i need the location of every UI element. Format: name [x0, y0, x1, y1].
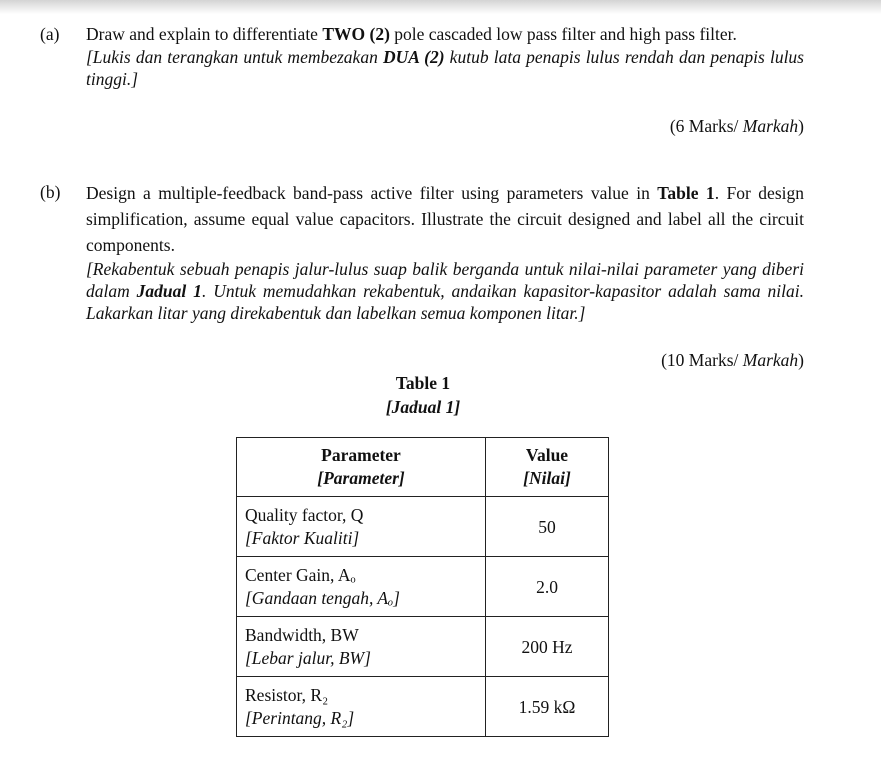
question-b-marks-malay: Markah: [742, 350, 799, 370]
value-cell: 50: [486, 497, 609, 557]
question-a-marks-text: (6 Marks/: [669, 116, 743, 136]
question-b-bold: Table 1: [657, 183, 715, 203]
question-a-text-1: Draw and explain to differentiate: [86, 24, 323, 44]
question-b-marks-text: (10 Marks/: [661, 350, 743, 370]
header-value-en: Value: [525, 445, 569, 465]
param-name: Center Gain, Aₒ: [245, 564, 356, 585]
param-name-malay: [Faktor Kualiti]: [245, 527, 360, 548]
page-top-shadow: [0, 0, 881, 14]
table-row: [237, 497, 609, 557]
question-a-marks: [670, 114, 804, 138]
header-parameter-en: Parameter: [321, 445, 401, 465]
question-a-bold: TWO (2): [322, 24, 390, 44]
question-a-body: [86, 22, 804, 90]
table-caption-malay: [Jadual 1]: [385, 397, 461, 417]
param-cell: [237, 677, 486, 737]
question-a-english: [86, 22, 804, 46]
table-row: [237, 677, 609, 737]
question-b-label: (b): [40, 182, 61, 202]
param-cell: [237, 557, 486, 617]
question-a-malay-bold: DUA (2): [382, 47, 445, 67]
question-b-english: [86, 180, 804, 258]
parameter-table: [236, 437, 609, 737]
param-name: Bandwidth, BW: [245, 624, 359, 645]
param-name: Resistor, R₂: [245, 684, 329, 705]
table-row: [237, 617, 609, 677]
question-b-malay: [86, 258, 804, 324]
question-a-malay-2: kutub lata penapis lulus rendah dan penapis lulus tinggi.]: [86, 47, 804, 89]
table-caption: Table 1: [395, 373, 451, 393]
header-value-ms: [Nilai]: [523, 468, 571, 488]
param-name: Quality factor, Q: [245, 504, 364, 525]
question-b-text-1: Design a multiple-feedback band-pass active filter using parameters value in: [86, 183, 658, 203]
question-b-marks-close: ): [798, 350, 804, 370]
table-header-row: [237, 438, 609, 497]
param-name-malay: [Gandaan tengah, Aₒ]: [245, 587, 400, 608]
value-cell: 1.59 kΩ: [486, 677, 609, 737]
question-a-malay: [86, 46, 804, 90]
question-b-text-2: . For design simplification, assume equal value capacitors. Illustrate the circuit designed and label all the circuit components.: [86, 183, 804, 255]
header-parameter: [237, 438, 486, 497]
question-b-malay-1: [Rekabentuk sebuah penapis jalur-lulus suap balik berganda untuk nilai-nilai parameter yang diberi dalam: [86, 259, 804, 301]
value-cell: 200 Hz: [486, 617, 609, 677]
value-cell: 2.0: [486, 557, 609, 617]
question-a-text-2: pole cascaded low pass filter and high pass filter.: [389, 24, 737, 44]
question-a-marks-malay: Markah: [742, 116, 799, 136]
param-cell: [237, 617, 486, 677]
question-a-marks-close: ): [798, 116, 804, 136]
param-name-malay: [Lebar jalur, BW]: [245, 647, 371, 668]
question-b-marks: [661, 348, 804, 372]
question-b-malay-2: . Untuk memudahkan rekabentuk, andaikan kapasitor-kapasitor adalah sama nilai. Lakarkan litar yang direkabentuk dan labelkan semua komponen litar.]: [86, 281, 804, 323]
param-cell: [237, 497, 486, 557]
header-parameter-ms: [Parameter]: [317, 468, 405, 488]
param-name-malay: [Perintang, R₂]: [245, 707, 355, 728]
question-b-malay-bold: Jadual 1: [136, 281, 202, 301]
question-a-label: (a): [40, 24, 60, 44]
header-value: [486, 438, 609, 497]
question-a-malay-1: [Lukis dan terangkan untuk membezakan: [86, 47, 383, 67]
table-row: [237, 557, 609, 617]
question-b-body: [86, 180, 804, 324]
